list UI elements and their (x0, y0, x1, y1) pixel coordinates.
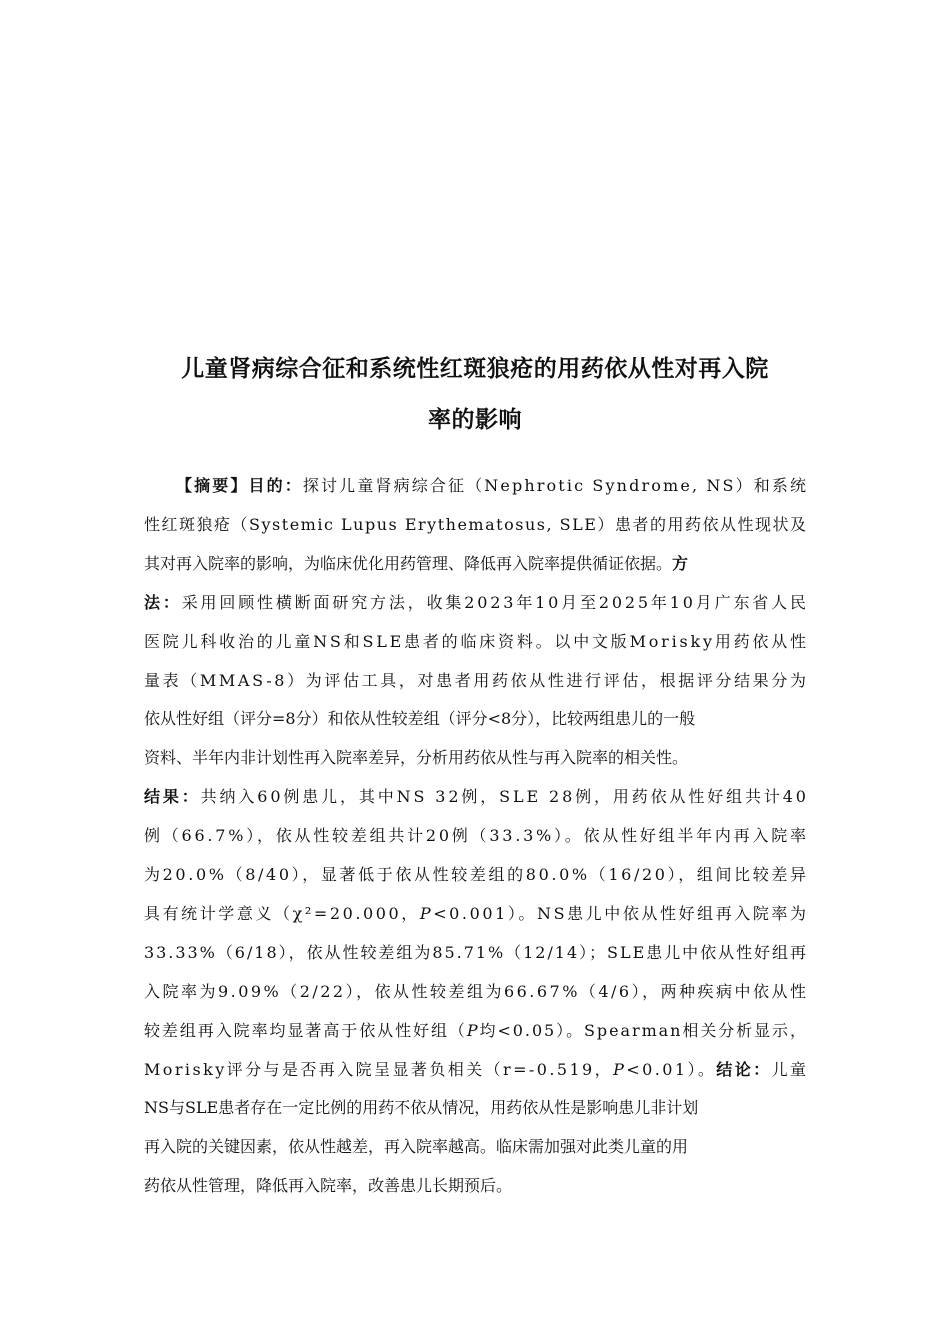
abstract-line (144, 669, 809, 693)
abstract-text: 均<0.05）。Spearman相关分析显示， (479, 1020, 808, 1040)
abstract-line (144, 513, 808, 537)
abstract-text: <0.001）。NS患儿中依从性好组再入院率为 (433, 903, 809, 923)
abstract-text: 医院儿科收治的儿童NS和SLE患者的临床资料。以中文版Morisky用药依从性 (144, 631, 809, 651)
abstract-text: 采用回顾性横断面研究方法，收集2023年10月至2025年10月广东省人民 (181, 592, 809, 612)
abstract-text: 例（66.7%），依从性较差组共计20例（33.3%）。依从性好组半年内再入院率 (144, 826, 809, 846)
abstract-line (144, 1019, 808, 1043)
abstract-line (144, 1096, 698, 1120)
abstract-line (144, 1135, 688, 1159)
abstract-text: 再入院的关键因素，依从性越差，再入院率越高。临床需加强对此类儿童的用 (144, 1137, 689, 1157)
abstract-heading: 法： (144, 592, 182, 612)
abstract-line (144, 941, 808, 965)
abstract-text: 共纳入60例患儿，其中NS 32例，SLE 28例，用药依从性好组共计40 (200, 787, 809, 807)
abstract-heading: 【摘要】目的： (176, 476, 303, 495)
abstract-line (144, 707, 695, 731)
abstract-heading: 结果： (144, 787, 201, 807)
abstract-line (144, 746, 688, 770)
abstract-text: 较差组再入院率均显著高于依从性好组（ (144, 1020, 467, 1040)
abstract-line (144, 591, 809, 615)
abstract-text: 性红斑狼疮（Systemic Lupus Erythematosus, SLE）患者的用药依从性现状及 (144, 514, 808, 534)
abstract-text: P (613, 1059, 627, 1079)
abstract-line (144, 1058, 808, 1082)
abstract-text: 33.33%（6/18），依从性较差组为85.71%（12/14）；SLE患儿中依从性好组再 (144, 942, 808, 962)
abstract-text: 量表（MMAS-8）为评估工具，对患者用药依从性进行评估，根据评分结果分为 (144, 670, 809, 690)
abstract-line (144, 1174, 512, 1198)
abstract-text: 资料、半年内非计划性再入院率差异，分析用药依从性与再入院率的相关性。 (144, 748, 689, 768)
abstract-line (144, 863, 809, 887)
abstract-text: 入院率为9.09%（2/22），依从性较差组为66.67%（4/6），两种疾病中依从性 (144, 981, 809, 1001)
abstract-text: 其对再入院率的影响，为临床优化用药管理、降低再入院率提供循证依据。 (144, 553, 673, 573)
abstract-text: 依从性好组（评分=8分）和依从性较差组（评分<8分），比较两组患儿的一般 (144, 709, 696, 729)
abstract-line (144, 980, 808, 1004)
abstract-line (176, 474, 808, 498)
abstract-text: 探讨儿童肾病综合征（Nephrotic Syndrome, NS）和系统 (302, 476, 809, 495)
abstract-line (144, 902, 809, 926)
abstract-heading: 结论： (716, 1059, 772, 1079)
abstract-text: 儿童 (771, 1059, 809, 1079)
abstract-line (144, 552, 688, 576)
paper-title-line-1: 儿童肾病综合征和系统性红斑狼疮的用药依从性对再入院 (181, 356, 769, 382)
abstract-text: NS与SLE患者存在一定比例的用药不依从情况，用药依从性是影响患儿非计划 (144, 1098, 699, 1118)
abstract-text: Morisky评分与是否再入院呈显著负相关（r=-0.519， (144, 1059, 614, 1079)
abstract-text: P (466, 1020, 480, 1040)
abstract-line (144, 630, 809, 654)
paper-title-line-2: 率的影响 (428, 407, 522, 433)
abstract-text: 具有统计学意义（χ²=20.000， (144, 903, 420, 923)
abstract-line (144, 824, 809, 848)
abstract-heading: 方 (672, 553, 689, 573)
abstract-text: P (419, 903, 434, 923)
abstract-text: 为20.0%（8/40），显著低于依从性较差组的80.0%（16/20），组间比较差异 (144, 865, 809, 884)
abstract-text: <0.01）。 (626, 1059, 717, 1079)
abstract-text: 药依从性管理，降低再入院率，改善患儿长期预后。 (144, 1176, 513, 1196)
abstract-line (144, 785, 809, 809)
